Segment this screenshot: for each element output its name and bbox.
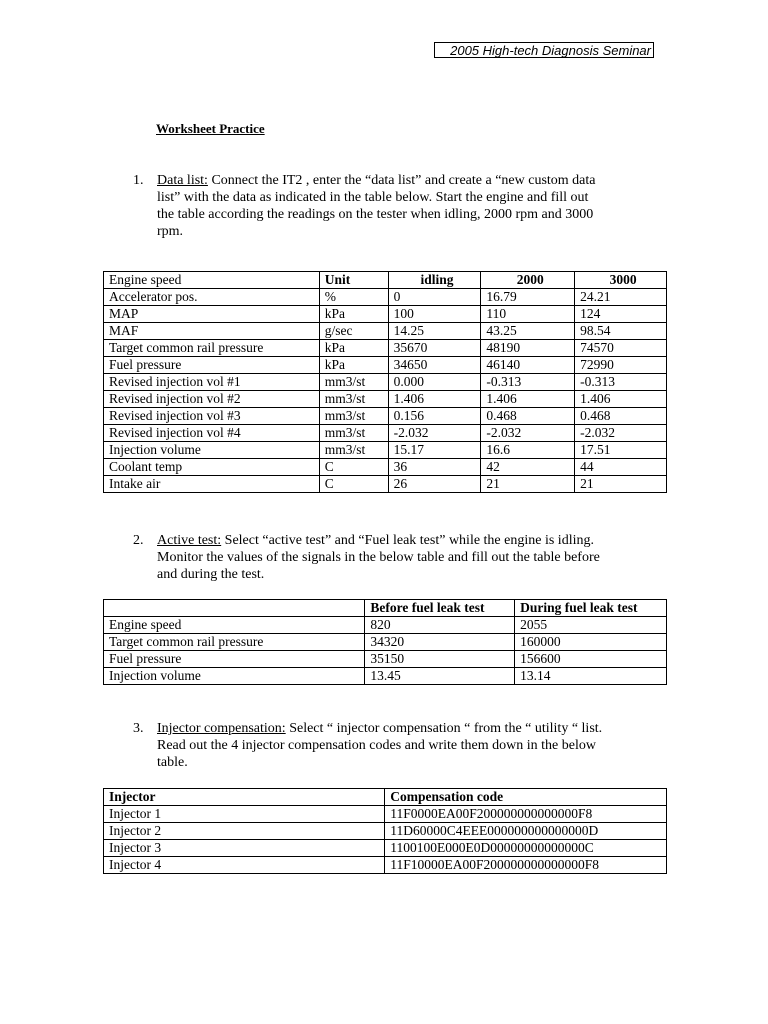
table-cell: 72990 — [575, 357, 667, 374]
table-cell: 44 — [575, 459, 667, 476]
table-row — [104, 374, 667, 391]
table-cell: 74570 — [575, 340, 667, 357]
table-cell: 156600 — [515, 651, 667, 668]
table-cell: 0.156 — [388, 408, 481, 425]
table-cell: Injector 3 — [104, 840, 385, 857]
worksheet-title: Worksheet Practice — [156, 121, 265, 136]
table-cell: C — [319, 476, 388, 493]
table-cell: mm3/st — [319, 442, 388, 459]
section-line: rpm. — [157, 224, 184, 239]
table-row — [104, 425, 667, 442]
table-header-row — [104, 789, 667, 806]
table-cell: kPa — [319, 306, 388, 323]
table-cell: 11F0000EA00F200000000000000F8 — [385, 806, 667, 823]
table-cell: 42 — [481, 459, 575, 476]
header-cell: During fuel leak test — [515, 600, 667, 617]
section-line: Connect the IT2 , enter the “data list” and create a “new custom data — [207, 173, 596, 188]
header-cell: Before fuel leak test — [365, 600, 515, 617]
table-cell: Coolant temp — [104, 459, 320, 476]
section-lead: Injector compensation: — [157, 721, 286, 736]
table-cell: Target common rail pressure — [104, 340, 320, 357]
table-cell: Injector 1 — [104, 806, 385, 823]
table-cell: 110 — [481, 306, 575, 323]
table-cell: 35670 — [388, 340, 481, 357]
table-cell: 26 — [388, 476, 481, 493]
table-cell: 16.79 — [481, 289, 575, 306]
table-cell: mm3/st — [319, 391, 388, 408]
table-cell: 1.406 — [388, 391, 481, 408]
section-line: and during the test. — [157, 567, 265, 582]
table-cell: 14.25 — [388, 323, 481, 340]
injector-code-table — [103, 788, 667, 874]
table-cell: 46140 — [481, 357, 575, 374]
header-cell: Compensation code — [385, 789, 667, 806]
table-header-row — [104, 272, 667, 289]
table-row — [104, 442, 667, 459]
table-cell: MAP — [104, 306, 320, 323]
table-row — [104, 357, 667, 374]
table-row — [104, 289, 667, 306]
table-cell: 15.17 — [388, 442, 481, 459]
table-cell: 0.468 — [481, 408, 575, 425]
table-cell: 13.14 — [515, 668, 667, 685]
table-cell: Injection volume — [104, 668, 365, 685]
data-list-table — [103, 271, 667, 493]
section-line: Read out the 4 injector compensation codes and write them down in the below — [157, 738, 596, 753]
table-row — [104, 651, 667, 668]
table-cell: mm3/st — [319, 425, 388, 442]
table-cell: 34320 — [365, 634, 515, 651]
table-cell: -2.032 — [481, 425, 575, 442]
table-row — [104, 391, 667, 408]
table-cell: 98.54 — [575, 323, 667, 340]
table-cell: 35150 — [365, 651, 515, 668]
section-line: table. — [157, 755, 188, 770]
section-body — [157, 532, 647, 583]
table-row — [104, 459, 667, 476]
section-number: 3. — [133, 721, 144, 736]
table-cell: -2.032 — [575, 425, 667, 442]
table-row — [104, 840, 667, 857]
table-row — [104, 617, 667, 634]
table-cell: Injector 2 — [104, 823, 385, 840]
table-row — [104, 408, 667, 425]
section-line: list” with the data as indicated in the table below. Start the engine and fill out — [157, 190, 589, 205]
table-cell: 124 — [575, 306, 667, 323]
table-cell: 24.21 — [575, 289, 667, 306]
table-cell: mm3/st — [319, 374, 388, 391]
table-row — [104, 634, 667, 651]
table-row — [104, 806, 667, 823]
section-lead: Data list: — [157, 173, 208, 188]
table-cell: Fuel pressure — [104, 357, 320, 374]
table-cell: Engine speed — [104, 617, 365, 634]
table-cell: 100 — [388, 306, 481, 323]
table-cell: Target common rail pressure — [104, 634, 365, 651]
header-cell: Injector — [104, 789, 385, 806]
table-cell: Injection volume — [104, 442, 320, 459]
header-cell — [104, 600, 365, 617]
table-cell: Revised injection vol #2 — [104, 391, 320, 408]
table-cell: g/sec — [319, 323, 388, 340]
table-row — [104, 323, 667, 340]
section-line: Select “active test” and “Fuel leak test” while the engine is idling. — [221, 533, 594, 548]
table-row — [104, 857, 667, 874]
table-cell: 1.406 — [575, 391, 667, 408]
table-cell: Revised injection vol #3 — [104, 408, 320, 425]
table-row — [104, 476, 667, 493]
table-cell: 43.25 — [481, 323, 575, 340]
table-cell: 34650 — [388, 357, 481, 374]
table-cell: 0.000 — [388, 374, 481, 391]
section-body — [157, 720, 647, 771]
table-cell: -2.032 — [388, 425, 481, 442]
fuel-leak-test-table — [103, 599, 667, 685]
table-cell: MAF — [104, 323, 320, 340]
table-cell: 11F10000EA00F200000000000000F8 — [385, 857, 667, 874]
table-cell: 16.6 — [481, 442, 575, 459]
table-cell: 0 — [388, 289, 481, 306]
table-header-row — [104, 600, 667, 617]
table-cell: Intake air — [104, 476, 320, 493]
table-cell: 13.45 — [365, 668, 515, 685]
table-cell: Revised injection vol #4 — [104, 425, 320, 442]
header-cell: 3000 — [575, 272, 667, 289]
table-cell: kPa — [319, 340, 388, 357]
section-body — [157, 172, 647, 240]
table-cell: 820 — [365, 617, 515, 634]
seminar-header: 2005 High-tech Diagnosis Seminar — [434, 42, 654, 58]
section-number: 1. — [133, 173, 144, 188]
table-cell: 2055 — [515, 617, 667, 634]
table-cell: -0.313 — [481, 374, 575, 391]
table-cell: Revised injection vol #1 — [104, 374, 320, 391]
table-cell: Accelerator pos. — [104, 289, 320, 306]
section-number: 2. — [133, 533, 144, 548]
header-cell: idling — [388, 272, 481, 289]
table-cell: 48190 — [481, 340, 575, 357]
table-cell: Injector 4 — [104, 857, 385, 874]
section-line: Monitor the values of the signals in the below table and fill out the table before — [157, 550, 600, 565]
header-cell: Unit — [319, 272, 388, 289]
table-row — [104, 306, 667, 323]
table-cell: mm3/st — [319, 408, 388, 425]
table-cell: Fuel pressure — [104, 651, 365, 668]
table-row — [104, 823, 667, 840]
table-cell: % — [319, 289, 388, 306]
table-cell: 21 — [575, 476, 667, 493]
table-cell: 36 — [388, 459, 481, 476]
table-cell: 17.51 — [575, 442, 667, 459]
table-cell: -0.313 — [575, 374, 667, 391]
table-cell: kPa — [319, 357, 388, 374]
header-cell: Engine speed — [104, 272, 320, 289]
table-cell: 0.468 — [575, 408, 667, 425]
table-cell: 21 — [481, 476, 575, 493]
table-row — [104, 668, 667, 685]
section-lead: Active test: — [157, 533, 222, 548]
table-row — [104, 340, 667, 357]
table-cell: 160000 — [515, 634, 667, 651]
header-cell: 2000 — [481, 272, 575, 289]
table-cell: 1100100E000E0D00000000000000C — [385, 840, 667, 857]
table-cell: 11D60000C4EEE000000000000000D — [385, 823, 667, 840]
section-line: Select “ injector compensation “ from the “ utility “ list. — [285, 721, 603, 736]
table-cell: 1.406 — [481, 391, 575, 408]
section-line: the table according the readings on the tester when idling, 2000 rpm and 3000 — [157, 207, 594, 222]
table-cell: C — [319, 459, 388, 476]
